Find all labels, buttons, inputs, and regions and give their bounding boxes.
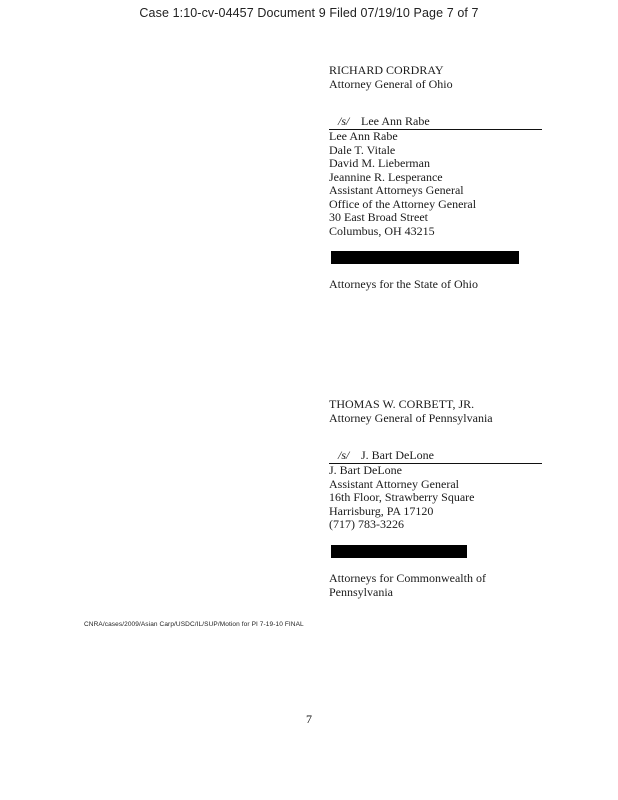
ohio-attorney-general-block: [329, 64, 453, 91]
ohio-attorneys-for: Attorneys for the State of Ohio: [329, 277, 478, 291]
pa-signature-prefix: /s/: [338, 448, 350, 462]
ohio-signature-prefix: /s/: [338, 114, 350, 128]
pa-line: Assistant Attorney General: [329, 476, 459, 491]
pa-ag-name: THOMAS W. CORBETT, JR.: [329, 397, 475, 411]
pa-attorneys-for: [329, 572, 486, 599]
ohio-counsel-list: [329, 130, 476, 238]
file-path-footer: CNRA/cases/2009/Asian Carp/USDC/IL/SUP/Motion for PI 7-19-10 FINAL: [84, 621, 304, 628]
ohio-line: David M. Lieberman: [329, 156, 430, 170]
pa-signature-line: [329, 449, 542, 464]
pennsylvania-attorney-general-block: [329, 398, 493, 425]
page-number: 7: [306, 712, 312, 726]
pa-line: (717) 783-3226: [329, 517, 404, 531]
ohio-ag-title: Attorney General of Ohio: [329, 76, 453, 91]
ohio-signature-name: Lee Ann Rabe: [361, 114, 430, 128]
ohio-signature-line: [329, 115, 542, 130]
pa-line: J. Bart DeLone: [329, 463, 402, 477]
case-header: Case 1:10-cv-04457 Document 9 Filed 07/19/10 Page 7 of 7: [139, 6, 479, 20]
pa-redaction-bar: [331, 545, 467, 558]
ohio-line: Jeannine R. Lesperance: [329, 169, 443, 184]
ohio-line: 30 East Broad Street: [329, 210, 428, 224]
pa-signature-name: J. Bart DeLone: [361, 448, 434, 462]
ohio-line: Dale T. Vitale: [329, 142, 396, 157]
ohio-line: Assistant Attorneys General: [329, 183, 464, 197]
pa-attorneys-for-line: Pennsylvania: [329, 584, 393, 599]
ohio-line: Lee Ann Rabe: [329, 129, 398, 143]
pa-line: 16th Floor, Strawberry Square: [329, 490, 475, 504]
ohio-line: Office of the Attorney General: [329, 196, 477, 211]
pa-counsel-list: [329, 464, 475, 532]
pa-attorneys-for-line: Attorneys for Commonwealth of: [329, 571, 486, 585]
ohio-line: Columbus, OH 43215: [329, 223, 435, 238]
ohio-redaction-bar: [331, 251, 519, 264]
ohio-ag-name: RICHARD CORDRAY: [329, 63, 444, 77]
pa-ag-title: Attorney General of Pennsylvania: [329, 410, 493, 425]
pa-line: Harrisburg, PA 17120: [329, 503, 434, 518]
